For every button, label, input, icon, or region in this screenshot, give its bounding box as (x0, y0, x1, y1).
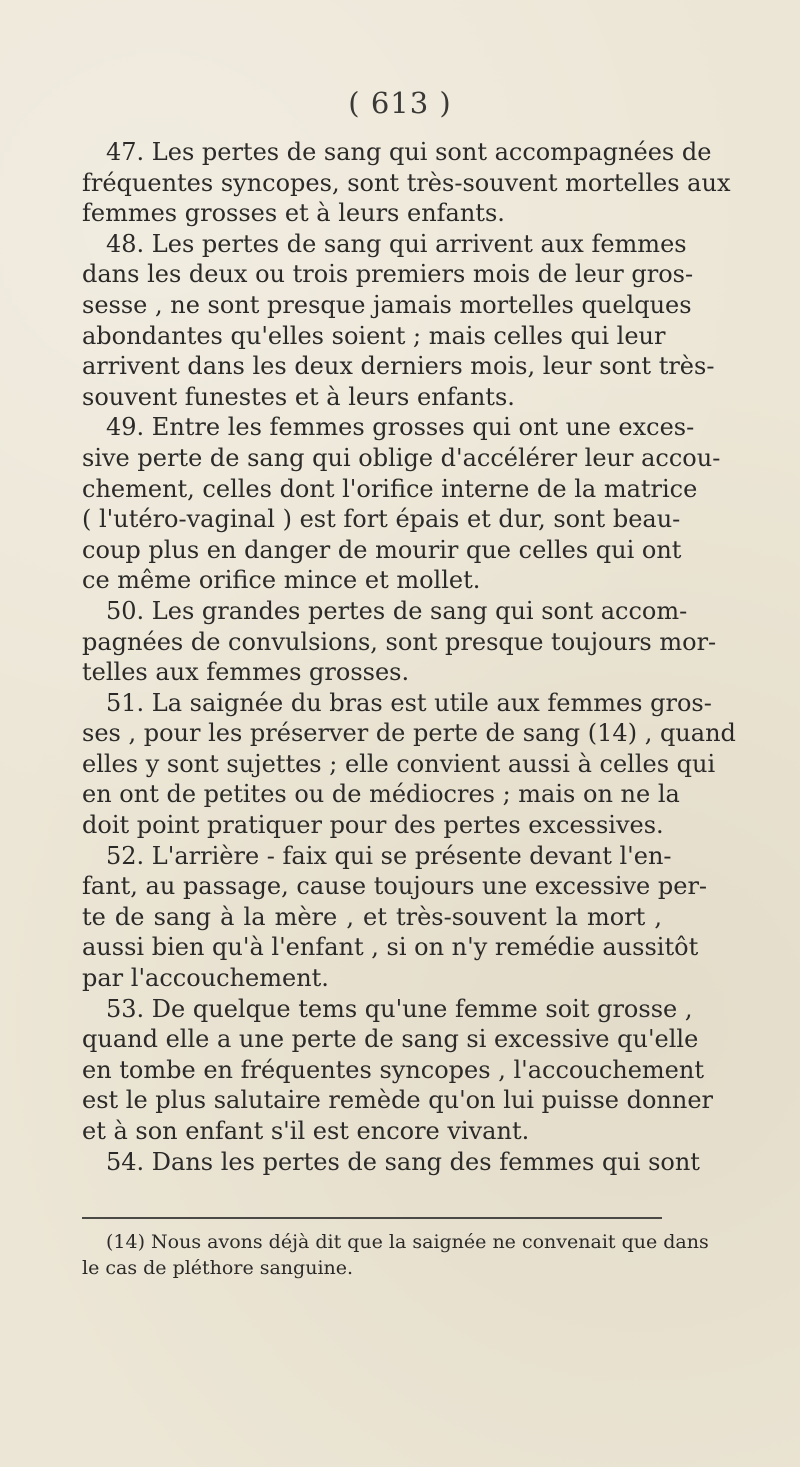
footnote (82, 1229, 709, 1281)
text-line: ce même orifice mince et mollet. (82, 566, 481, 595)
footnote-line: le cas de pléthore sanguine. (82, 1257, 354, 1279)
text-line: te de sang à la mère , et très-souvent la mort , (82, 902, 662, 931)
text-line: en tombe en fréquentes syncopes , l'accouchement (82, 1055, 704, 1084)
text-line: 49. Entre les femmes grosses qui ont une exces- (106, 413, 695, 442)
text-line: 51. La saignée du bras est utile aux femmes gros- (106, 688, 712, 717)
text-line: coup plus en danger de mourir que celles qui ont (82, 535, 682, 564)
text-line: dans les deux ou trois premiers mois de leur gros- (82, 260, 694, 289)
text-line: et à son enfant s'il est encore vivant. (82, 1117, 530, 1145)
text-line: 48. Les pertes de sang qui arrivent aux femmes (106, 229, 687, 258)
page-number: ( 613 ) (348, 86, 452, 120)
text-line: 53. De quelque tems qu'une femme soit grosse , (106, 994, 693, 1023)
footnote-rule (82, 1217, 662, 1219)
text-line: 54. Dans les pertes de sang des femmes qui sont (106, 1147, 700, 1176)
text-line: sive perte de sang qui oblige d'accélérer leur accou- (82, 443, 721, 472)
text-line: telles aux femmes grosses. (82, 658, 410, 687)
text-line: doit point pratiquer pour des pertes excessives. (82, 811, 664, 840)
text-line: elles y sont sujettes ; elle convient aussi à celles qui (82, 749, 716, 778)
text-line: femmes grosses et à leurs enfants. (82, 199, 505, 228)
body-text (82, 137, 736, 1177)
text-line: souvent funestes et à leurs enfants. (82, 382, 515, 411)
text-line: fant, au passage, cause toujours une excessive per- (82, 872, 708, 901)
text-line: arrivent dans les deux derniers mois, leur sont très- (82, 352, 715, 381)
text-line: abondantes qu'elles soient ; mais celles qui leur (82, 321, 666, 350)
text-line: 47. Les pertes de sang qui sont accompagnées de (106, 138, 712, 166)
footnote-line: (14) Nous avons déjà dit que la saignée ne convenait que dans (106, 1231, 709, 1253)
text-line: est le plus salutaire remède qu'on lui puisse donner (82, 1086, 714, 1115)
text-line: en ont de petites ou de médiocres ; mais on ne la (82, 780, 680, 809)
text-line: chement, celles dont l'orifice interne de la matrice (82, 474, 698, 503)
text-line: sesse , ne sont presque jamais mortelles quelques (82, 290, 692, 319)
text-line: ( l'utéro-vaginal ) est fort épais et dur, sont beau- (82, 505, 681, 534)
text-line: 52. L'arrière - faix qui se présente devant l'en- (106, 841, 672, 870)
text-line: 50. Les grandes pertes de sang qui sont accom- (106, 596, 688, 625)
text-line: aussi bien qu'à l'enfant , si on n'y remédie aussitôt (82, 933, 699, 962)
text-line: fréquentes syncopes, sont très-souvent mortelles aux (82, 168, 731, 197)
text-line: ses , pour les préserver de perte de sang (14) , quand (82, 719, 736, 748)
text-line: pagnées de convulsions, sont presque toujours mor- (82, 627, 717, 656)
text-line: par l'accouchement. (82, 964, 329, 993)
text-line: quand elle a une perte de sang si excessive qu'elle (82, 1025, 699, 1054)
